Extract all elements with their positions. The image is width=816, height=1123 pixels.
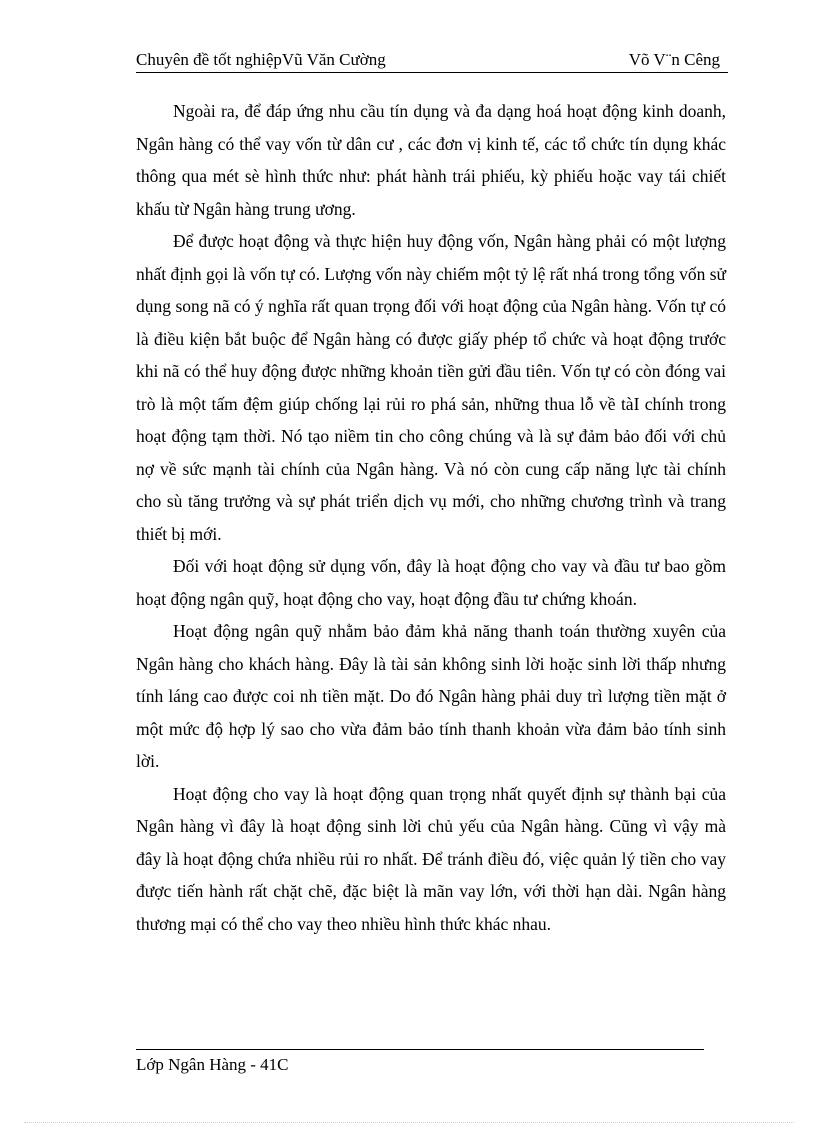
paragraph: Đối với hoạt động sử dụng vốn, đây là hoạt động cho vay và đầu tư bao gồm hoạt động ngân quỹ, hoạt động cho vay, hoạt động đầu tư chứng khoán. xyxy=(136,556,726,609)
header-title: Chuyên đề tốt nghiệpVũ Văn Cường xyxy=(136,50,386,69)
paragraph: Hoạt động ngân quỹ nhằm bảo đảm khả năng thanh toán thường xuyên của Ngân hàng cho khách hàng. Đây là tài sản không sinh lời hoặc sinh lời thấp nhưng tính láng cao được coi nh tiền mặt. Do đó Ngân hàng phải duy trì lượng tiền mặt ở một mức độ hợp lý sao cho vừa đảm bảo tính thanh khoản vừa đảm bảo tính sinh lời. xyxy=(136,621,726,771)
paragraph: Ngoài ra, để đáp ứng nhu cầu tín dụng và đa dạng hoá hoạt động kinh doanh, Ngân hàng có thể vay vốn từ dân cư , các đơn vị kinh tế, các tổ chức tín dụng khác thông qua mét sè hình thức như: phát hành trái phiếu, kỳ phiếu hoặc vay tái chiết khấu từ Ngân hàng trung ương. xyxy=(136,101,726,219)
page-header xyxy=(136,50,728,73)
body-text xyxy=(136,95,726,940)
header-author: Võ V¨n Cêng xyxy=(628,50,720,69)
page-footer: Lớp Ngân Hàng - 41C xyxy=(136,1055,289,1074)
paragraph: Hoạt động cho vay là hoạt động quan trọng nhất quyết định sự thành bại của Ngân hàng vì đây là hoạt động sinh lời chủ yếu của Ngân hàng. Cũng vì vậy mà đây là hoạt động chứa nhiều rủi ro nhất. Để tránh điều đó, việc quản lý tiền cho vay được tiến hành rất chặt chẽ, đặc biệt là mãn vay lớn, với thời hạn dài. Ngân hàng thương mại có thể cho vay theo nhiều hình thức khác nhau. xyxy=(136,783,726,934)
footer-divider xyxy=(136,1049,704,1050)
paragraph: Để được hoạt động và thực hiện huy động vốn, Ngân hàng phải có một lượng nhất định gọi là vốn tự có. Lượng vốn này chiếm một tỷ lệ rất nhá trong tổng vốn sử dụng song nã có ý nghĩa rất quan trọng đối với hoạt động của Ngân hàng. Vốn tự có là điều kiện bắt buộc để Ngân hàng có được giấy phép tổ chức và hoạt động trước khi nã có thể huy động được những khoản tiền gửi đầu tiên. Vốn tự có còn đóng vai trò là một tấm đệm giúp chống lại rủi ro phá sản, những thua lỗ về tàI chính trong hoạt động tạm thời. Nó tạo niềm tin cho công chúng và là sự đảm bảo đối với chủ nợ về sức mạnh tài chính của Ngân hàng. Và nó còn cung cấp năng lực tài chính cho sù tăng trưởng và sự phát triển dịch vụ mới, cho những chương trình và trang thiết bị mới. xyxy=(136,231,726,544)
